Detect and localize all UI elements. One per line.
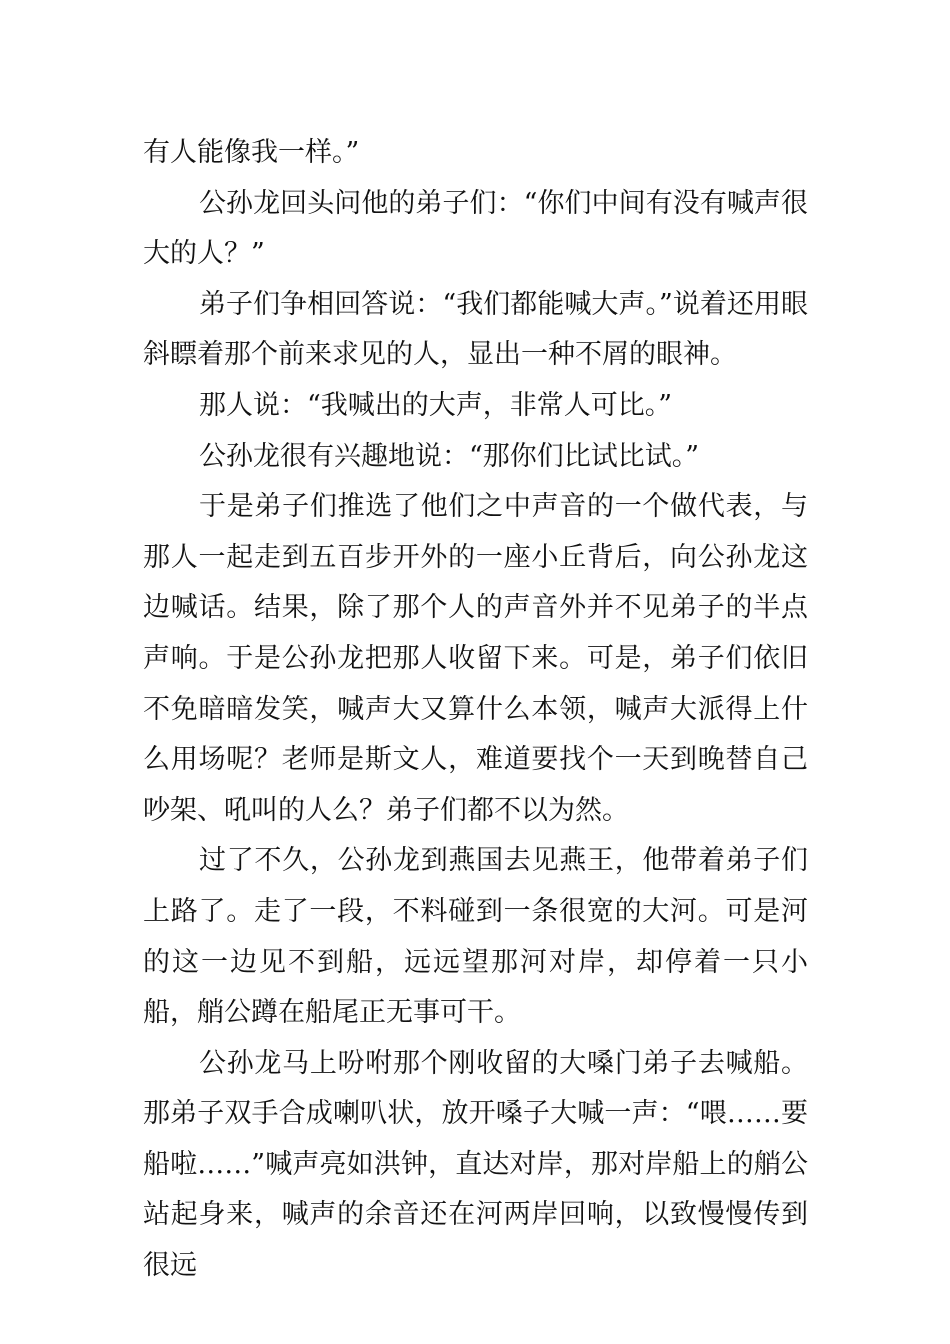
paragraph-man-says: 那人说：“我喊出的大声，非常人可比。” <box>199 389 673 421</box>
paragraph-river: 过了不久，公孙龙到燕国去见燕王，他带着弟子们上路了。走了一段，不料碰到一条很宽的大河。可是河的这一边见不到船，远远望那河对岸，却停着一只小船，艄公蹲在船尾正无事可干。 <box>143 845 808 1029</box>
paragraph-calling-boat: 公孙龙马上吩咐那个刚收留的大嗓门弟子去喊船。那弟子双手合成喇叭状，放开嗓子大喊一声：“喂……要船啦……”喊声亮如洪钟，直达对岸，那对岸船上的艄公站起身来，喊声的余音还在河两岸回响，以致慢慢传到很远 <box>143 1047 808 1282</box>
body-text <box>143 128 808 1292</box>
paragraph-compete: 公孙龙很有兴趣地说：“那你们比试比试。” <box>199 440 700 472</box>
paragraph-contest-result: 于是弟子们推选了他们之中声音的一个做代表，与那人一起走到五百步开外的一座小丘背后，向公孙龙这边喊话。结果，除了那个人的声音外并不见弟子的半点声响。于是公孙龙把那人收留下来。可是，弟子们依旧不免暗暗发笑，喊声大又算什么本领，喊声大派得上什么用场呢？老师是斯文人，难道要找个一天到晚替自己吵架、吼叫的人么？弟子们都不以为然。 <box>143 491 808 826</box>
paragraph-continuation: 有人能像我一样。” <box>143 137 360 168</box>
paragraph-question: 公孙龙回头问他的弟子们：“你们中间有没有喊声很大的人？” <box>143 187 808 270</box>
paragraph-disciples-answer: 弟子们争相回答说：“我们都能喊大声。”说着还用眼斜瞟着那个前来求见的人，显出一种不屑的眼神。 <box>143 288 808 371</box>
